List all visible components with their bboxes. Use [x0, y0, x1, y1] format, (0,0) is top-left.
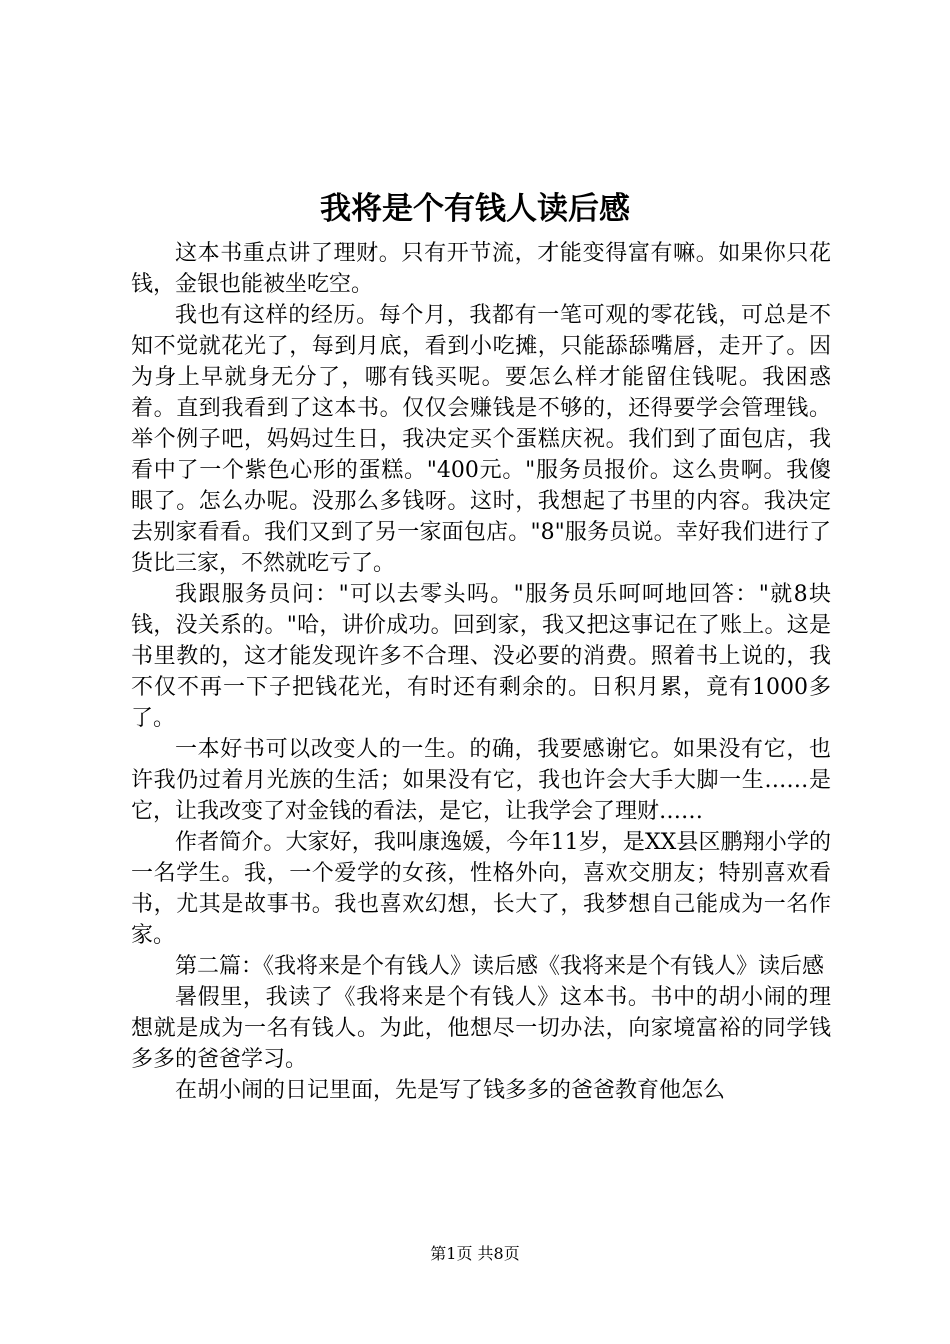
- paragraph: 在胡小闹的日记里面，先是写了钱多多的爸爸教育他怎么: [175, 1078, 726, 1103]
- paragraph: 第二篇：《我将来是个有钱人》读后感《我将来是个有钱人》读后感: [175, 954, 825, 979]
- paragraph: 我跟服务员问："可以去零头吗。"服务员乐呵呵地回答："就8块钱，没关系的。"哈，讲价成功。回到家，我又把这事记在了账上。这是书里教的，这才能发现许多不合理、没必要的消费。照着书上说的，我不仅不再一下子把钱花光，有时还有剩余的。日积月累，竟有1000多了。: [131, 582, 831, 731]
- paragraph: 暑假里，我读了《我将来是个有钱人》这本书。书中的胡小闹的理想就是成为一名有钱人。为此，他想尽一切办法，向家境富裕的同学钱多多的爸爸学习。: [131, 985, 831, 1072]
- paragraph: 一本好书可以改变人的一生。的确，我要感谢它。如果没有它，也许我仍过着月光族的生活；如果没有它，我也许会大手大脚一生……是它，让我改变了对金钱的看法，是它，让我学会了理财……: [131, 737, 831, 824]
- document-title: 我将是个有钱人读后感: [320, 191, 630, 227]
- paragraph: 我也有这样的经历。每个月，我都有一笔可观的零花钱，可总是不知不觉就花光了，每到月底，看到小吃摊，只能舔舔嘴唇，走开了。因为身上早就身无分了，哪有钱买呢。要怎么样才能留住钱呢。我困惑着。直到我看到了这本书。仅仅会赚钱是不够的，还得要学会管理钱。举个例子吧，妈妈过生日，我决定买个蛋糕庆祝。我们到了面包店，我看中了一个紫色心形的蛋糕。"400元。"服务员报价。这么贵啊。我傻眼了。怎么办呢。没那么多钱呀。这时，我想起了书里的内容。我决定去别家看看。我们又到了另一家面包店。"8"服务员说。幸好我们进行了货比三家，不然就吃亏了。: [131, 303, 831, 576]
- page-number-footer: 第1页 共8页: [430, 1244, 520, 1263]
- paragraph: 作者简介。大家好，我叫康逸媛，今年11岁，是XX县区鹏翔小学的一名学生。我，一个爱学的女孩，性格外向，喜欢交朋友；特别喜欢看书，尤其是故事书。我也喜欢幻想，长大了，我梦想自己能成为一名作家。: [131, 830, 831, 948]
- document-body: [131, 238, 831, 1106]
- paragraph: 这本书重点讲了理财。只有开节流，才能变得富有嘛。如果你只花钱，金银也能被坐吃空。: [131, 241, 831, 297]
